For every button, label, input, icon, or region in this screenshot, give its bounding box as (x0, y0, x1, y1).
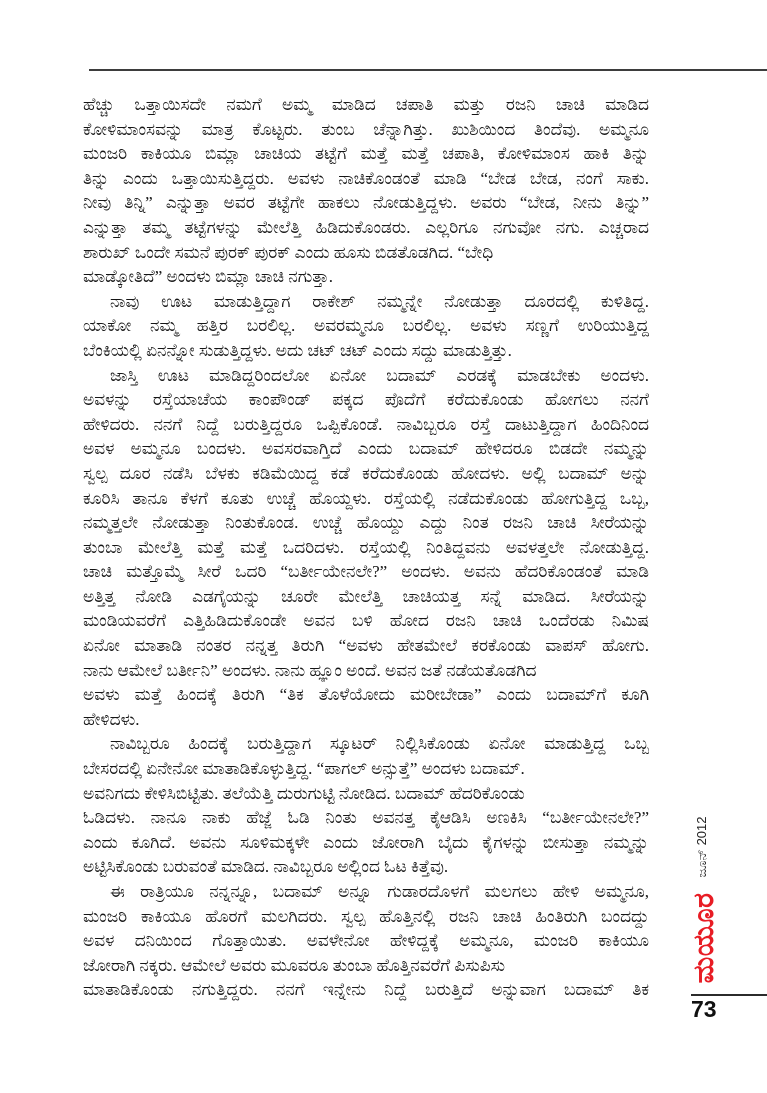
text-line: ಅವಳ ದನಿಯಿಂದ ಗೊತ್ತಾಯಿತು. ಅವಳೇನೋ ಹೇಳಿದ್ದಕ್ಕೆ ಅಮ್ಮನೂ, ಮಂಜರಿ ಕಾಕಿಯೂ (83, 931, 649, 951)
text-line: ಎಂದು ಕೂಗಿದೆ. ಅವನು ಸೂಳಿಮಕ್ಕಳೇ ಎಂದು ಜೋರಾಗಿ ಬೈದು ಕೈಗಳನ್ನು ಬೀಸುತ್ತಾ ನಮ್ಮನ್ನು (83, 832, 649, 852)
text-line: ಕೋಳಿಮಾಂಸವನ್ನು ಮಾತ್ರ ಕೊಟ್ಟರು. ತುಂಬ ಚೆನ್ನಾಗಿತ್ತು. ಖುಶಿಯಿಂದ ತಿಂದೆವು. ಅಮ್ಮನೂ (83, 119, 649, 139)
text-line: ಮಂಜರಿ ಕಾಕಿಯೂ ಹೊರಗೆ ಮಲಗಿದರು. ಸ್ವಲ್ಪ ಹೊತ್ತಿನಲ್ಲಿ ರಜನಿ ಚಾಚಿ ಹಿಂತಿರುಗಿ ಬಂದದ್ದು (83, 906, 649, 926)
text-line: ತುಂಬಾ ಮೇಲೆತ್ತಿ ಮತ್ತೆ ಮತ್ತೆ ಒದರಿದಳು. ರಸ್ತೆಯಲ್ಲಿ ನಿಂತಿದ್ದವನು ಅವಳತ್ತಲೇ ನೋಡುತ್ತಿದ್ದ. (83, 537, 649, 557)
text-line: ಹೆಚ್ಚು ಒತ್ತಾಯಿಸದೇ ನಮಗೆ ಅಮ್ಮ ಮಾಡಿದ ಚಪಾತಿ ಮತ್ತು ರಜನಿ ಚಾಚಿ ಮಾಡಿದ (83, 95, 649, 114)
text-line: ನಾವು ಊಟ ಮಾಡುತ್ತಿದ್ದಾಗ ರಾಕೇಶ್ ನಮ್ಮನ್ನೇ ನೋಡುತ್ತಾ ದೂರದಲ್ಲಿ ಕುಳಿತಿದ್ದ. (110, 291, 649, 311)
text-line: ಈ ರಾತ್ರಿಯೂ ನನ್ನನ್ನೂ, ಬದಾಮ್ ಅನ್ನೂ ಗುಡಾರದೊಳಗೆ ಮಲಗಲು ಹೇಳಿ ಅಮ್ಮನೂ, (110, 882, 649, 901)
text-line: ನೀವು ತಿನ್ನಿ” ಎನ್ನುತ್ತಾ ಅವರ ತಟ್ಟೆಗೇ ಹಾಕಲು ನೋಡುತ್ತಿದ್ದಳು. ಅವರು “ಬೇಡ, ನೀನು ತಿನ್ನು” (83, 193, 649, 213)
text-line: ಬೆಂಕಿಯಲ್ಲಿ ಏನನ್ನೋ ಸುಡುತ್ತಿದ್ದಳು. ಅದು ಚಟ್ ಚಟ್ ಎಂದು ಸದ್ದು ಮಾಡುತ್ತಿತ್ತು. (83, 340, 512, 360)
text-line: ಅತ್ತಿತ್ತ ನೋಡಿ ಎಡಗೈಯನ್ನು ಚೂರೇ ಮೇಲೆತ್ತಿ ಚಾಚಿಯತ್ತ ಸನ್ನೆ ಮಾಡಿದ. ಸೀರೆಯನ್ನು (83, 586, 649, 606)
top-rule (89, 69, 767, 71)
text-line: ಜಾಸ್ತಿ ಊಟ ಮಾಡಿದ್ದರಿಂದಲೋ ಏನೋ ಬದಾಮ್ ಎರಡಕ್ಕೆ ಮಾಡಬೇಕು ಅಂದಳು. (110, 365, 649, 385)
article-text (83, 93, 649, 1003)
text-line: ಏನೋ ಮಾತಾಡಿ ನಂತರ ನನ್ನತ್ತ ತಿರುಗಿ “ಅವಳು ಹೇತಮೇಲೆ ಕರಕೊಂಡು ವಾಪಸ್ ಹೋಗು. (83, 636, 649, 656)
text-line: ಮಾಡ್ಕೋತಿದೆ” ಅಂದಳು ಬಿಮ್ಲಾ ಚಾಚಿ ನಗುತ್ತಾ. (83, 267, 334, 287)
text-line: ಶಾರುಖ್ ಒಂದೇ ಸಮನೆ ಪುರಕ್ ಪುರಕ್ ಎಂದು ಹೂಸು ಬಿಡತೊಡಗಿದ. “ಬೇಧಿ (83, 242, 494, 262)
text-line: ಅವನಿಗದು ಕೇಳಿಸಿಬಿಟ್ಟಿತು. ತಲೆಯೆತ್ತಿ ದುರುಗುಟ್ಟಿ ನೋಡಿದ. ಬದಾಮ್ ಹೆದರಿಕೊಂಡು (83, 783, 525, 803)
text-line: ಯಾಕೋ ನಮ್ಮ ಹತ್ತಿರ ಬರಲಿಲ್ಲ. ಅವರಮ್ಮನೂ ಬರಲಿಲ್ಲ. ಅವಳು ಸಣ್ಣಗೆ ಉರಿಯುತ್ತಿದ್ದ (83, 316, 649, 336)
text-line: ಓಡಿದಳು. ನಾನೂ ನಾಕು ಹೆಜ್ಜೆ ಓಡಿ ನಿಂತು ಅವನತ್ತ ಕೈಆಡಿಸಿ ಅಣಕಿಸಿ “ಬರ್ತೀಯೇನಲೇ?” (83, 808, 649, 828)
text-line: ಮಂಜರಿ ಕಾಕಿಯೂ ಬಿಮ್ಲಾ ಚಾಚಿಯ ತಟ್ಟೆಗೆ ಮತ್ತೆ ಮತ್ತೆ ಚಪಾತಿ, ಕೋಳಿಮಾಂಸ ಹಾಕಿ ತಿನ್ನು (83, 144, 649, 164)
magazine-masthead: ಮಯೂರ (688, 892, 719, 984)
text-line: ಮಾತಾಡಿಕೊಂಡು ನಗುತ್ತಿದ್ದರು. ನನಗೆ ಇನ್ನೇನು ನಿದ್ದೆ ಬರುತ್ತಿದೆ ಅನ್ನುವಾಗ ಬದಾಮ್ ತಿಕ (83, 980, 649, 1000)
text-line: ಎನ್ನುತ್ತಾ ತಮ್ಮ ತಟ್ಟೆಗಳನ್ನು ಮೇಲೆತ್ತಿ ಹಿಡಿದುಕೊಂಡರು. ಎಲ್ಲರಿಗೂ ನಗುವೋ ನಗು. ಎಚ್ಚರಾದ (83, 217, 649, 237)
text-line: ನಮ್ಮತ್ತಲೇ ನೋಡುತ್ತಾ ನಿಂತುಕೊಂಡ. ಉಚ್ಚೆ ಹೊಯ್ದು ಎದ್ದು ನಿಂತ ರಜನಿ ಚಾಚಿ ಸೀರೆಯನ್ನು (83, 513, 649, 533)
text-line: ಅಟ್ಟಿಸಿಕೊಂಡು ಬರುವಂತೆ ಮಾಡಿದ. ನಾವಿಬ್ಬರೂ ಅಲ್ಲಿಂದ ಓಟ ಕಿತ್ತೆವು. (83, 857, 449, 877)
text-line: ಅವಳನ್ನು ರಸ್ತೆಯಾಚೆಯ ಕಾಂಪೌಂಡ್ ಪಕ್ಕದ ಪೊದೆಗೆ ಕರೆದುಕೊಂಡು ಹೋಗಲು ನನಗೆ (83, 390, 649, 410)
text-line: ಕೂರಿಸಿ ತಾನೂ ಕೆಳಗೆ ಕೂತು ಉಚ್ಚೆ ಹೊಯ್ದಳು. ರಸ್ತೆಯಲ್ಲಿ ನಡೆದುಕೊಂಡು ಹೋಗುತ್ತಿದ್ದ ಒಬ್ಬ, (83, 488, 649, 508)
text-line: ಬೇಸರದಲ್ಲಿ ಏನೇನೋ ಮಾತಾಡಿಕೊಳ್ಳುತ್ತಿದ್ದ. “ಪಾಗಲ್ ಅನ್ಸುತ್ತೆ” ಅಂದಳು ಬದಾಮ್. (83, 759, 525, 779)
page-number: 73 (691, 996, 717, 1022)
text-line: ಚಾಚಿ ಮತ್ತೊಮ್ಮೆ ಸೀರೆ ಒದರಿ “ಬರ್ತೀಯೇನಲೇ?” ಅಂದಳು. ಅವನು ಹೆದರಿಕೊಂಡಂತೆ ಮಾಡಿ (83, 562, 649, 582)
text-line: ಜೋರಾಗಿ ನಕ್ಕರು. ಆಮೇಲೆ ಅವರು ಮೂವರೂ ತುಂಬಾ ಹೊತ್ತಿನವರೆಗೆ ಪಿಸುಪಿಸು (83, 955, 506, 975)
text-line: ಮಂಡಿಯವರೆಗೆ ಎತ್ತಿಹಿಡಿದುಕೊಂಡೇ ಅವನ ಬಳಿ ಹೋದ ರಜನಿ ಚಾಚಿ ಒಂದೆರಡು ನಿಮಿಷ (83, 611, 649, 631)
text-line: ಸ್ವಲ್ಪ ದೂರ ನಡೆಸಿ ಬೆಳಕು ಕಡಿಮೆಯಿದ್ದ ಕಡೆ ಕರೆದುಕೊಂಡು ಹೋದಳು. ಅಲ್ಲಿ ಬದಾಮ್ ಅನ್ನು (83, 463, 649, 483)
text-line: ಅವಳು ಮತ್ತೆ ಹಿಂದಕ್ಕೆ ತಿರುಗಿ “ತಿಕ ತೊಳೆಯೋದು ಮರೀಬೇಡಾ” ಎಂದು ಬದಾಮ್‌ಗೆ ಕೂಗಿ (83, 685, 649, 705)
text-line: ಹೇಳಿದಳು. (83, 709, 140, 729)
text-line: ನಾವಿಬ್ಬರೂ ಹಿಂದಕ್ಕೆ ಬರುತ್ತಿದ್ದಾಗ ಸ್ಕೂಟರ್ ನಿಲ್ಲಿಸಿಕೊಂಡು ಏನೋ ಮಾಡುತ್ತಿದ್ದ ಒಬ್ಬ (110, 734, 649, 754)
text-line: ನಾನು ಆಮೇಲೆ ಬರ್ತೀನಿ” ಅಂದಳು. ನಾನು ಹ್ಞೂಂ ಅಂದೆ. ಅವನ ಜತೆ ನಡೆಯತೊಡಗಿದ (83, 660, 537, 680)
text-line: ತಿನ್ನು ಎಂದು ಒತ್ತಾಯಿಸುತ್ತಿದ್ದರು. ಅವಳು ನಾಚಿಕೊಂಡಂತೆ ಮಾಡಿ “ಬೇಡ ಬೇಡ, ನಂಗೆ ಸಾಕು. (83, 168, 649, 188)
text-line: ಹೇಳಿದರು. ನನಗೆ ನಿದ್ದೆ ಬರುತ್ತಿದ್ದರೂ ಒಪ್ಪಿಕೊಂಡೆ. ನಾವಿಬ್ಬರೂ ರಸ್ತೆ ದಾಟುತ್ತಿದ್ದಾಗ ಹಿಂದಿನಿಂದ (83, 414, 649, 434)
text-line: ಅವಳ ಅಮ್ಮನೂ ಬಂದಳು. ಅವಸರವಾಗ್ತಿದೆ ಎಂದು ಬದಾಮ್ ಹೇಳಿದರೂ ಬಿಡದೇ ನಮ್ಮನ್ನು (83, 439, 649, 459)
issue-date: ಜೂನ್ 2012 (694, 816, 709, 878)
